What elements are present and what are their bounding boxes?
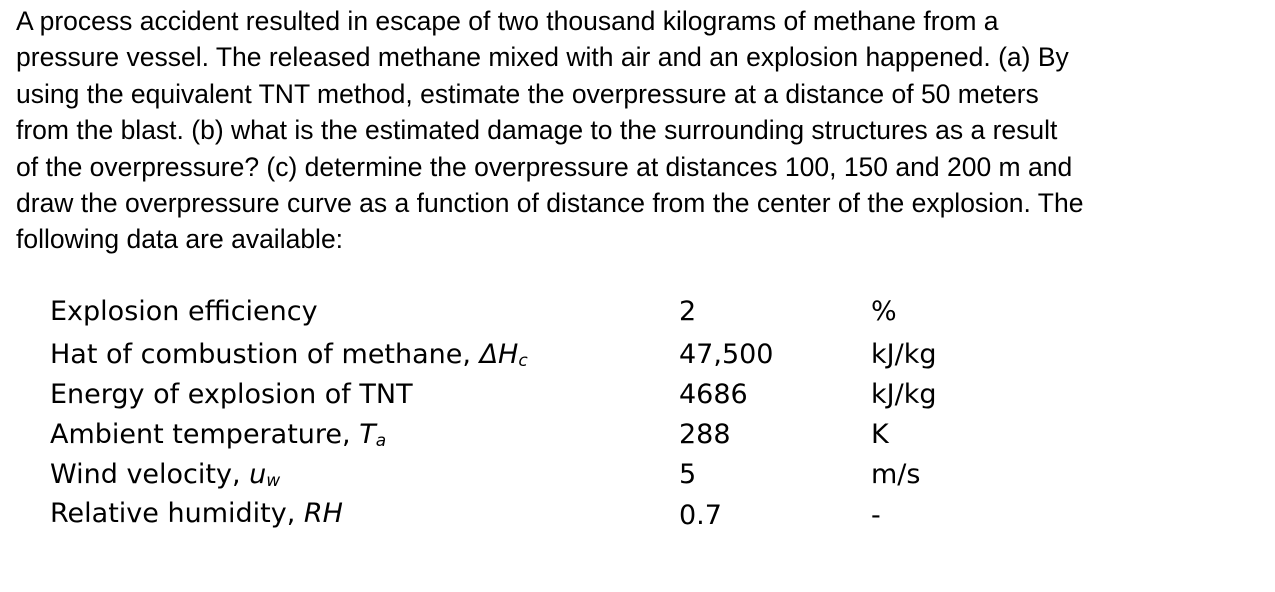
row-unit: K — [871, 419, 889, 450]
problem-line: of the overpressure? (c) determine the overpressure at distances 100, 150 and 200 m and — [16, 151, 1073, 182]
problem-line: using the equivalent TNT method, estimate the overpressure at a distance of 50 meters — [16, 78, 1039, 109]
problem-line: from the blast. (b) what is the estimated damage to the surrounding structures as a result — [16, 115, 1058, 146]
table-row — [0, 375, 1275, 415]
table-row — [0, 335, 1275, 375]
table-row — [0, 415, 1275, 455]
row-symbol-subscript: c — [518, 351, 528, 371]
row-unit: - — [871, 500, 881, 531]
row-symbol-subscript: a — [375, 431, 387, 451]
row-label: Wind velocity, uw — [50, 459, 281, 491]
row-value: 0.7 — [679, 500, 722, 531]
row-symbol: u — [249, 459, 267, 490]
table-row — [0, 455, 1275, 495]
row-value: 2 — [679, 296, 697, 327]
row-label: Ambient temperature, Ta — [50, 419, 387, 451]
table-row — [0, 292, 1275, 332]
row-value: 47,500 — [679, 339, 774, 370]
row-symbol: T — [359, 419, 376, 450]
problem-line: pressure vessel. The released methane mixed with air and an explosion happened. (a) By — [16, 42, 1069, 73]
row-symbol: RH — [303, 498, 343, 529]
row-value: 5 — [679, 459, 697, 490]
row-unit: % — [871, 296, 897, 327]
problem-line: draw the overpressure curve as a function of distance from the center of the explosion. The — [16, 188, 1084, 219]
problem-line: following data are available: — [16, 224, 344, 255]
row-value: 288 — [679, 419, 731, 450]
row-symbol-subscript: w — [266, 471, 281, 491]
row-label: Hat of combustion of methane, ΔHc — [50, 339, 528, 371]
row-label: Relative humidity, RH — [50, 498, 343, 529]
row-unit: kJ/kg — [871, 379, 937, 410]
problem-line: A process accident resulted in escape of two thousand kilograms of methane from a — [16, 6, 999, 36]
row-value: 4686 — [679, 379, 748, 410]
row-label: Energy of explosion of TNT — [50, 379, 413, 410]
row-label: Explosion efficiency — [50, 296, 318, 327]
row-unit: kJ/kg — [871, 339, 937, 370]
row-symbol: ΔH — [479, 339, 519, 370]
row-unit: m/s — [871, 459, 921, 490]
table-row — [0, 494, 1275, 534]
